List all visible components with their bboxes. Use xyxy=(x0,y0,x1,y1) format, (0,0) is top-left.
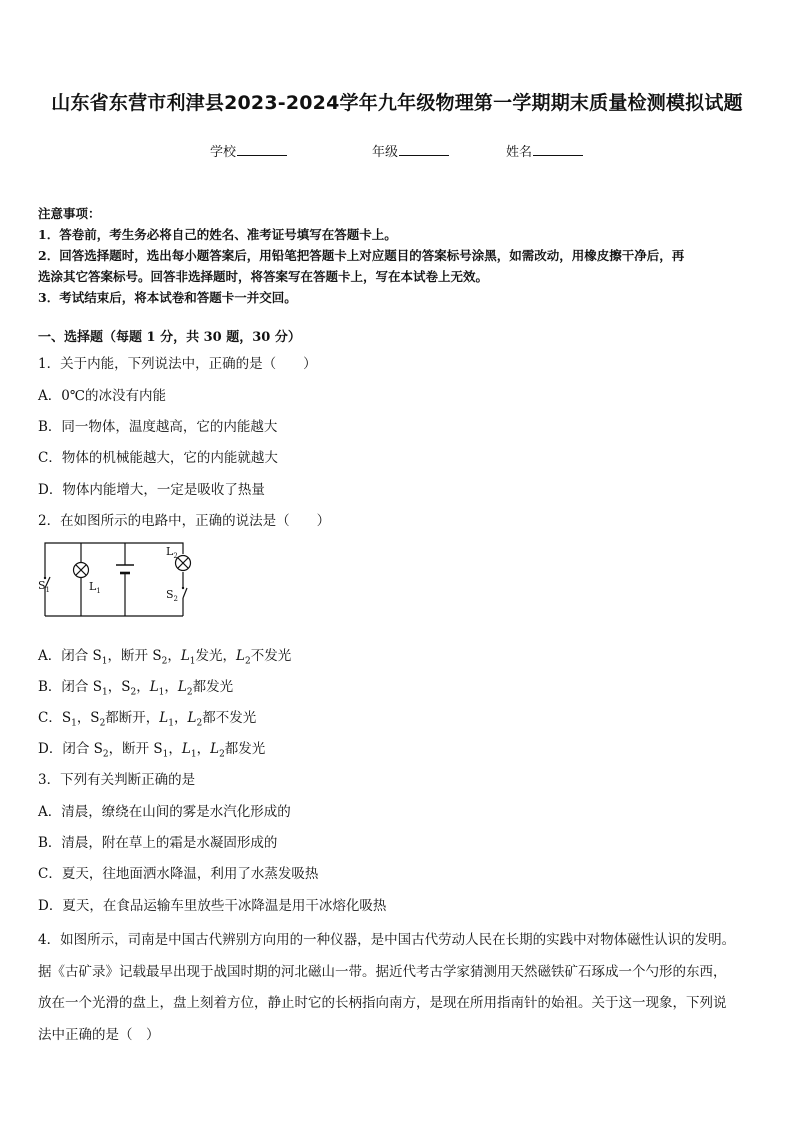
label-s2: $S_2$ xyxy=(166,588,179,603)
q3-option-d: D．夏天，在食品运输车里放些干冰降温是用干冰熔化吸热 xyxy=(38,898,387,914)
page-title: 山东省东营市利津县2023-2024学年九年级物理第一学期期末质量检测模拟试题 xyxy=(51,92,743,114)
q2-option-c: C．$S_1$，$S_2$都断开，$L_1$，$L_2$都不发光 xyxy=(38,710,257,729)
label-s1: $S_1$ xyxy=(38,579,51,594)
school-label: 学校 xyxy=(210,145,237,160)
q3-option-c: C．夏天，往地面洒水降温，利用了水蒸发吸热 xyxy=(38,866,319,882)
q1-stem: 1．关于内能，下列说法中，正确的是（ ） xyxy=(38,356,317,372)
circuit-diagram xyxy=(38,538,198,620)
q1-option-d: D．物体内能增大，一定是吸收了热量 xyxy=(38,482,265,498)
notes-item: 3．考试结束后，将本试卷和答题卡一并交回。 xyxy=(38,290,297,305)
school-field xyxy=(210,141,287,160)
label-l2: $L_2$ xyxy=(166,545,178,560)
q4-line: 4．如图所示，司南是中国古代辨别方向用的一种仪器，是中国古代劳动人民在长期的实践中对物体磁性认识的发明。 xyxy=(38,932,736,948)
q1-option-a: A．0℃的冰没有内能 xyxy=(38,388,166,404)
battery-icon xyxy=(116,565,134,573)
section-heading: 一、选择题（每题 1 分，共 30 题，30 分） xyxy=(38,330,301,345)
notes-section xyxy=(38,203,760,308)
q2-option-a: A．闭合 $S_1$，断开 $S_2$，$L_1$发光，$L_2$不发光 xyxy=(38,648,292,667)
student-info-row xyxy=(0,141,794,161)
label-l1: $L_1$ xyxy=(89,580,101,595)
q2-option-d: D．闭合 $S_2$，断开 $S_1$，$L_1$，$L_2$都发光 xyxy=(38,741,266,760)
notes-item: 1．答卷前，考生务必将自己的姓名、准考证号填写在答题卡上。 xyxy=(38,227,397,242)
q2-stem: 2．在如图所示的电路中，正确的说法是（ ） xyxy=(38,513,331,529)
q3-stem: 3．下列有关判断正确的是 xyxy=(38,772,196,788)
q4-line: 据《古矿录》记载最早出现于战国时期的河北磁山一带。据近代考古学家猜测用天然磁铁矿石琢成一个勺形的东西， xyxy=(38,963,727,980)
notes-item: 选涂其它答案标号。回答非选择题时，将答案写在答题卡上，写在本试卷上无效。 xyxy=(38,269,489,284)
school-blank[interactable] xyxy=(237,141,287,156)
q1-option-b: B．同一物体，温度越高，它的内能越大 xyxy=(38,419,278,435)
lamp-l1-icon xyxy=(74,563,89,578)
q3-option-a: A．清晨，缭绕在山间的雾是水汽化形成的 xyxy=(38,804,291,820)
q4-stem xyxy=(38,925,762,1051)
name-blank[interactable] xyxy=(533,141,583,156)
grade-field xyxy=(372,141,449,160)
notes-item: 2．回答选择题时，选出每小题答案后，用铅笔把答题卡上对应题目的答案标号涂黑，如需改动，用橡皮擦干净后，再 xyxy=(38,248,685,263)
switch-s2 xyxy=(182,587,187,598)
q4-line: 放在一个光滑的盘上，盘上刻着方位，静止时它的长柄指向南方，是现在所用指南针的始祖。关于这一现象，下列说 xyxy=(38,995,727,1011)
name-label: 姓名 xyxy=(506,145,533,160)
notes-heading: 注意事项： xyxy=(38,206,101,221)
name-field xyxy=(506,141,583,160)
grade-label: 年级 xyxy=(372,145,399,160)
q4-line: 法中正确的是（ ） xyxy=(38,1026,160,1043)
grade-blank[interactable] xyxy=(399,141,449,156)
q3-option-b: B．清晨，附在草上的霜是水凝固形成的 xyxy=(38,835,278,851)
q2-option-b: B．闭合 $S_1$，$S_2$，$L_1$，$L_2$都发光 xyxy=(38,679,234,698)
q1-option-c: C．物体的机械能越大，它的内能就越大 xyxy=(38,450,278,466)
